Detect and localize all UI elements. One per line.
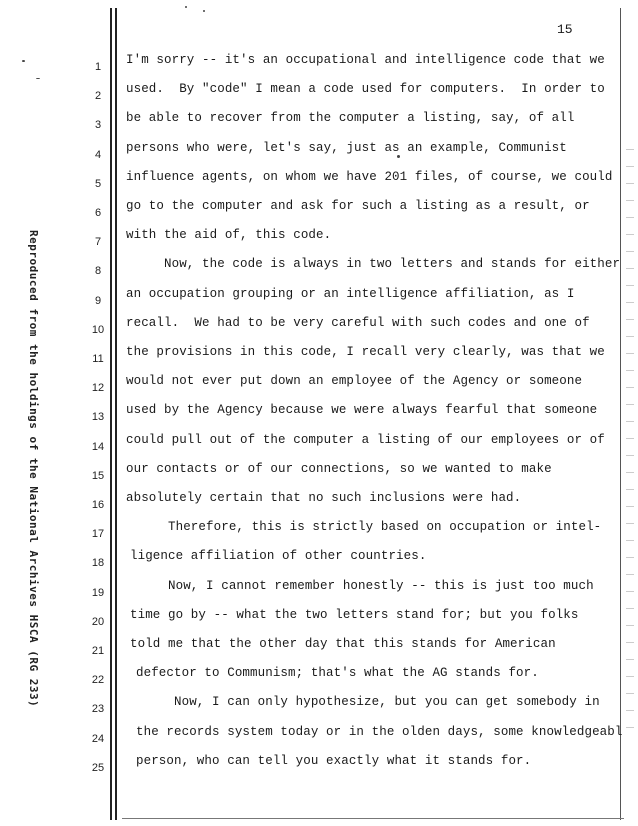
line-number: 9 xyxy=(94,294,102,307)
line-number: 5 xyxy=(94,177,102,190)
line-number: 14 xyxy=(91,440,105,453)
transcript-line: persons who were, let's say, just as an example, Communist xyxy=(126,140,567,155)
scan-speck xyxy=(36,78,40,79)
line-number: 25 xyxy=(91,761,105,774)
line-number: 4 xyxy=(94,148,102,161)
line-number: 15 xyxy=(91,469,105,482)
right-margin-rule xyxy=(620,8,621,820)
transcript-line: with the aid of, this code. xyxy=(126,228,332,243)
transcript-line: ligence affiliation of other countries. xyxy=(130,549,427,564)
line-number: 19 xyxy=(91,586,105,599)
transcript-line: absolutely certain that no such inclusions were had. xyxy=(126,491,522,505)
scan-speck xyxy=(397,155,400,158)
transcript-line: could pull out of the computer a listing of our employees or of xyxy=(126,432,605,447)
transcript-line: our contacts or of our connections, so we wanted to make xyxy=(126,461,552,476)
transcript-line: time go by -- what the two letters stand for; but you folks xyxy=(130,607,579,622)
transcript-line: Now, I can only hypothesize, but you can get somebody in xyxy=(136,695,600,710)
transcript-line: influence agents, on whom we have 201 files, of course, we could xyxy=(126,169,613,184)
line-number: 20 xyxy=(91,615,105,628)
scan-speck xyxy=(185,6,187,8)
transcript-line: Therefore, this is strictly based on occupation or intel- xyxy=(130,520,602,535)
line-number: 17 xyxy=(91,528,105,541)
transcript-line: Now, the code is always in two letters and stands for either xyxy=(126,257,621,272)
line-number: 6 xyxy=(94,207,102,219)
line-number: 1 xyxy=(94,61,102,73)
line-number: 18 xyxy=(91,557,105,570)
transcript-line: the provisions in this code, I recall very clearly, was that we xyxy=(126,345,605,359)
transcript-line: defector to Communism; that's what the AG stands for. xyxy=(136,666,539,681)
page-number: 15 xyxy=(557,22,573,37)
line-number: 16 xyxy=(91,499,105,511)
transcript-line: an occupation grouping or an intelligence affiliation, as I xyxy=(126,286,575,301)
transcript-line: used. By "code" I mean a code used for computers. In order to xyxy=(126,82,605,97)
transcript-line: told me that the other day that this stands for American xyxy=(130,637,556,651)
line-number: 24 xyxy=(91,732,105,745)
scan-speck xyxy=(203,10,205,12)
line-number: 21 xyxy=(91,645,105,657)
left-margin-rule xyxy=(110,8,112,820)
transcript-line: used by the Agency because we were always fearful that someone xyxy=(126,403,598,418)
line-number: 11 xyxy=(92,353,104,365)
transcript-line: would not ever put down an employee of the Agency or someone xyxy=(126,374,583,389)
transcript-line: go to the computer and ask for such a listing as a result, or xyxy=(126,199,590,213)
right-edge-specks xyxy=(626,140,634,740)
line-number: 23 xyxy=(91,703,105,716)
line-number: 7 xyxy=(94,236,102,249)
archive-side-note: Reproduced from the holdings of the National Archives HSCA (RG 233) xyxy=(27,230,40,708)
line-number: 8 xyxy=(94,265,102,278)
transcript-line: be able to recover from the computer a listing, say, of all xyxy=(126,111,575,126)
line-number: 10 xyxy=(91,323,105,336)
bottom-edge-rule xyxy=(122,818,624,819)
scan-speck xyxy=(22,60,25,62)
line-number: 2 xyxy=(94,90,102,103)
transcript-line: Now, I cannot remember honestly -- this is just too much xyxy=(130,578,594,593)
left-margin-rule-inner xyxy=(115,8,117,820)
transcript-line: I'm sorry -- it's an occupational and intelligence code that we xyxy=(126,53,605,67)
line-number: 22 xyxy=(91,674,105,687)
transcript-line: recall. We had to be very careful with such codes and one of xyxy=(126,315,590,330)
transcript-line: the records system today or in the olden days, some knowledgeabl xyxy=(136,724,623,739)
line-number: 3 xyxy=(94,119,102,132)
line-number: 13 xyxy=(91,411,105,424)
line-number: 12 xyxy=(91,382,105,395)
transcript-line: person, who can tell you exactly what it stands for. xyxy=(136,753,532,768)
